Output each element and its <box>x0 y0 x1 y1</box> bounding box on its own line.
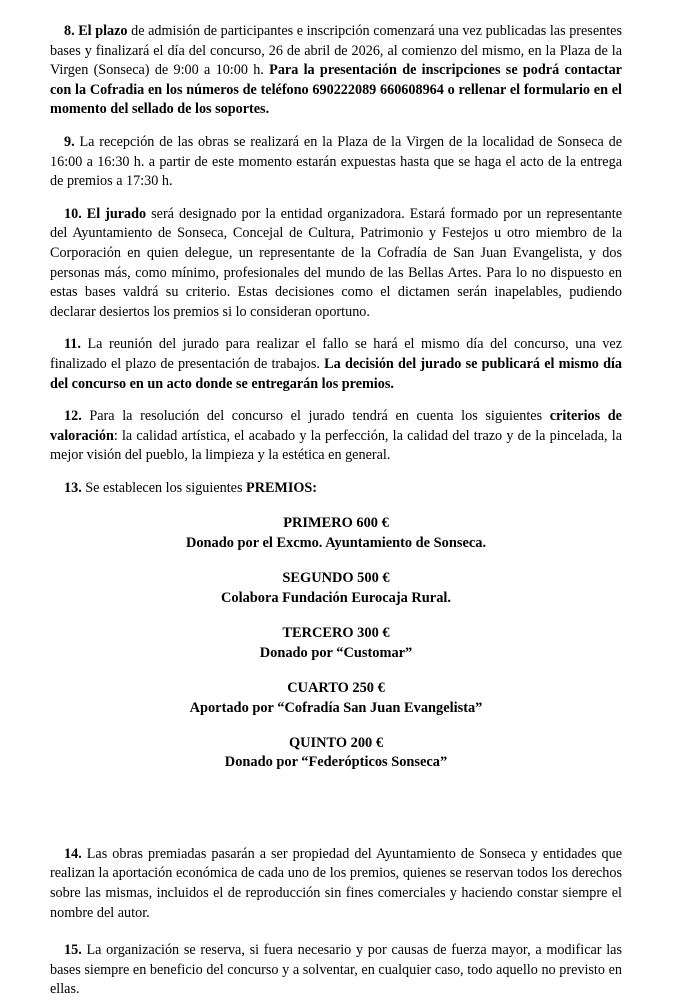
prize-subtitle: Colabora Fundación Eurocaja Rural. <box>220 589 451 606</box>
prize-item <box>50 624 622 663</box>
clause-9 <box>50 133 622 192</box>
prizes-heading: PREMIOS: <box>246 479 317 496</box>
clause-10-lead: El jurado <box>81 205 147 222</box>
prize-item <box>50 734 622 773</box>
clause-11-body: La reunión del jurado para realizar el fallo se hará el mismo día del concurso, una vez finalizado el plazo de presentación de trabajos. <box>50 336 622 372</box>
clause-8-body: de admisión de participantes e inscripción comenzará una vez publicadas las presentes bases y finalizará el día del concurso, 26 de abril de 2026, al comienzo del mismo, en la Plaza de la Virgen (Sonseca) de 9:00 a 10:00 h. <box>50 23 622 79</box>
clause-13-body: Se establecen los siguientes <box>81 479 247 496</box>
clause-15 <box>50 941 622 1000</box>
clause-12-body-start: Para la resolución del concurso el jurado tendrá en cuenta los siguientes <box>81 408 543 425</box>
clause-15-number: 15. <box>64 942 82 959</box>
clause-11 <box>50 335 622 394</box>
prize-subtitle: Donado por “Federópticos Sonseca” <box>224 754 448 771</box>
clause-9-body: La recepción de las obras se realizará en la Plaza de la Virgen de la localidad de Sonseca de 16:00 a 16:30 h. a partir de este momento estarán expuestas hasta que se haga el acto de la entrega de premios a 17:30 h. <box>50 133 622 190</box>
clause-10-number: 10. <box>64 205 82 222</box>
clause-8-lead: El plazo <box>74 23 128 39</box>
clause-14-body: Las obras premiadas pasarán a ser propiedad del Ayuntamiento de Sonseca y entidades que realizan la aportación económica de cada uno de los premios, quienes se reservan todos los derechos sobre las mismas, incluidos el de reproducción sin fines comerciales y haciendo constar siempre el nombre del autor. <box>50 845 622 921</box>
prize-title: TERCERO 300 € <box>282 625 390 642</box>
clause-12-emphasis: criterios de valoración <box>50 408 622 444</box>
clause-14 <box>50 845 622 923</box>
prize-subtitle: Donado por el Excmo. Ayuntamiento de Sonseca. <box>185 534 487 551</box>
prize-item <box>50 679 622 718</box>
clause-14-number: 14. <box>64 845 82 862</box>
clause-11-emphasis: La decisión del jurado se publicará el mismo día del concurso en un acto donde se entregarán los premios. <box>50 355 623 392</box>
prize-item <box>50 569 622 608</box>
prize-title: SEGUNDO 500 € <box>282 570 390 587</box>
prizes-intro <box>50 479 622 499</box>
clause-13-number: 13. <box>64 479 82 496</box>
prize-title: CUARTO 250 € <box>287 680 385 697</box>
clause-15-body: La organización se reserva, si fuera necesario y por causas de fuerza mayor, a modificar las bases siempre en beneficio del concurso y a solventar, en cualquier caso, todo aquello no previsto en ellas. <box>50 942 622 998</box>
prize-title: PRIMERO 600 € <box>283 515 389 532</box>
clause-12-body-end: : la calidad artística, el acabado y la perfección, la calidad del trazo y de la pinceladа, la mejor visión del pueblo, la limpieza y la estética en general. <box>50 427 622 464</box>
section-gap <box>50 789 622 845</box>
clause-12-number: 12. <box>64 408 82 425</box>
prize-item <box>50 514 622 553</box>
clause-8-emphasis: Para la presentación de inscripciones se podrá contactar con la Cofradia en los números de teléfono 690222089 660608964 o rellenar el formulario en el momento del sellado de los soportes. <box>50 62 622 118</box>
clause-8 <box>50 22 622 120</box>
prize-subtitle: Aportado por “Cofradía San Juan Evangelista” <box>189 699 483 716</box>
prize-subtitle: Donado por “Customar” <box>259 644 413 661</box>
clause-9-number: 9. <box>64 133 75 150</box>
clause-8-number: 8. <box>64 23 75 39</box>
clause-11-number: 11. <box>64 336 81 353</box>
clause-12 <box>50 407 622 466</box>
prize-title: QUINTO 200 € <box>288 734 384 751</box>
clause-10 <box>50 205 622 323</box>
clause-10-body: será designado por la entidad organizadora. Estará formado por un representante del Ayuntamiento de Sonseca, Concejal de Cultura, Patrimonio y Festejos u otro miembro de la Corporación en quien delegue, un representante de la Cofradía de San Juan Evangelista, y dos personas más, como mínimo, profesionales del mundo de las Bellas Artes. Para lo no dispuesto en estas bases valdrá su criterio. Estas decisiones como el dictamen serán inapelables, pudiendo declarar desiertos los premios si lo consideran oportuno. <box>50 205 622 320</box>
